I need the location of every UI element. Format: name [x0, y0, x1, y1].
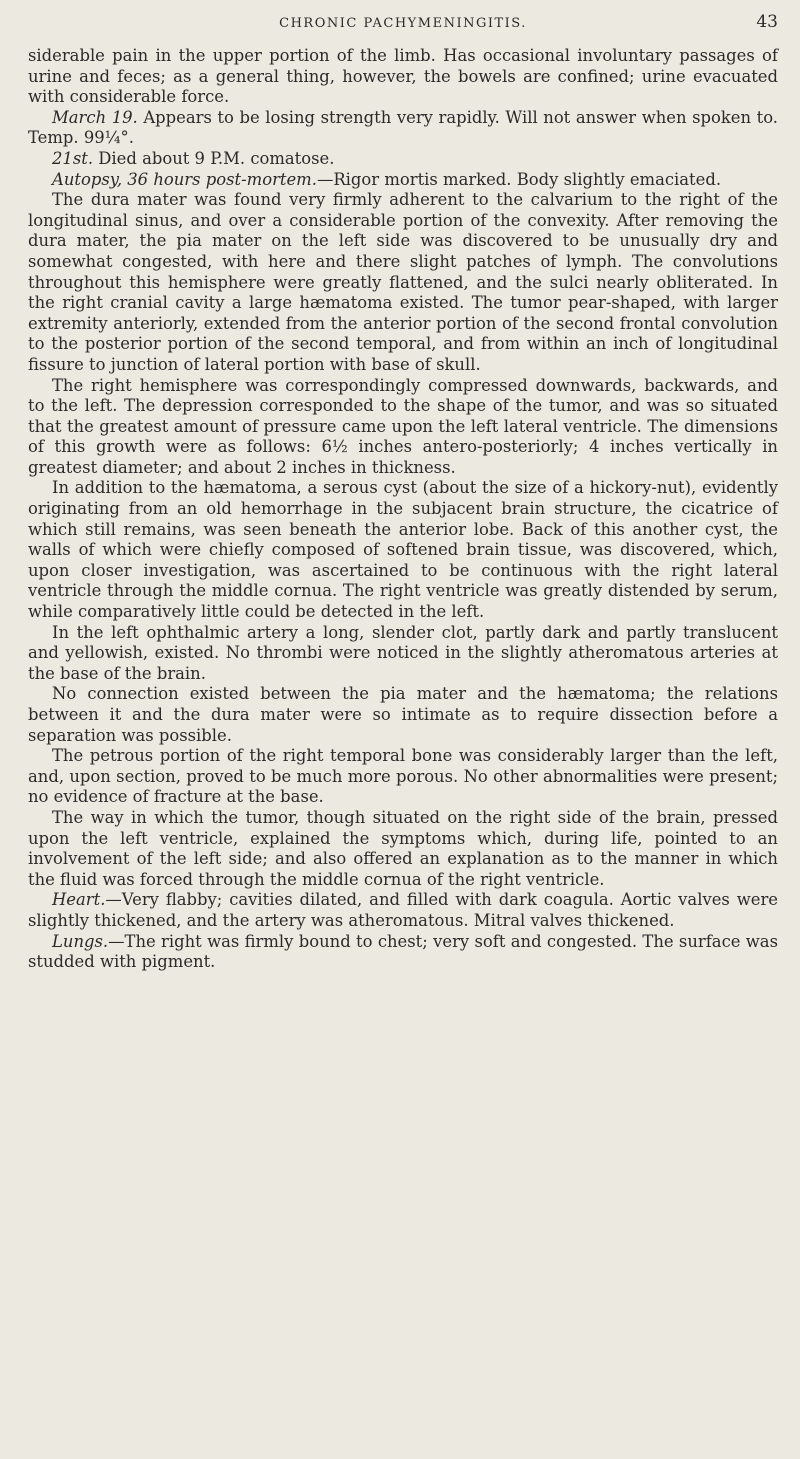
paragraph-text: The dura mater was found very firmly adherent to the calvarium to the right of the longitudinal sinus, and over a considerable portion of the convexity. After removing the dura mater, the pia mater on the left side was discovered to be unusually dry and somewhat congested, with here and there slight patches of lymph. The convolutions throughout this hemisphere were greatly flattened, and the sulci nearly obliterated. In the right cranial cavity a large hæmatoma existed. The tumor pear-shaped, with larger extremity anteriorly, extended from the anterior portion of the second frontal convolution to the posterior portion of the second temporal, and from within an inch of longitudinal fissure to junction of lateral portion with base of skull. — [28, 190, 778, 374]
paragraph — [28, 890, 778, 931]
paragraph — [28, 149, 778, 170]
paragraph — [28, 376, 778, 479]
paragraph-text: In the left ophthalmic artery a long, slender clot, partly dark and partly translucent and yellowish, existed. No thrombi were noticed in the slightly atheromatous arteries at the base of the brain. — [28, 622, 778, 683]
paragraph — [28, 746, 778, 808]
paragraph-text: The way in which the tumor, though situated on the right side of the brain, pressed upon the left ventricle, explained the symptoms which, during life, pointed to an involvement of the left side; and also offered an explanation as to the manner in which the fluid was forced through the middle cornua of the right ventricle. — [28, 807, 778, 889]
paragraph-text: The right hemisphere was correspondingly compressed downwards, backwards, and to the left. The depression corresponded to the shape of the tumor, and was so situated that the greatest amount of pressure came upon the left lateral ventricle. The dimensions of this growth were as follows: 6½ inches antero-posteriorly; 4 inches vertically in greatest diameter; and about 2 inches in thickness. — [28, 375, 778, 477]
paragraph — [28, 932, 778, 973]
paragraph-lead: Autopsy, 36 hours post-mortem. — [52, 169, 317, 189]
paragraph-text: —Rigor mortis marked. Body slightly emaciated. — [316, 169, 722, 189]
paragraph — [28, 108, 778, 149]
paragraph-lead: Lungs. — [52, 931, 109, 951]
running-head: CHRONIC PACHYMENINGITIS. — [279, 16, 527, 31]
paragraph — [28, 623, 778, 685]
paragraph-lead: Heart. — [52, 890, 106, 910]
paragraph-lead: March 19. — [52, 107, 138, 127]
paragraph-text: Died about 9 P.M. comatose. — [93, 148, 335, 168]
body-text — [28, 46, 778, 973]
paragraph — [28, 478, 778, 622]
paragraph-lead: 21st. — [52, 148, 94, 168]
paragraph-text: No connection existed between the pia mater and the hæmatoma; the relations between it and the dura mater were so intimate as to require dissection before a separation was possible. — [28, 684, 778, 745]
paragraph — [28, 190, 778, 375]
paragraph — [28, 46, 778, 108]
paragraph-text: In addition to the hæmatoma, a serous cyst (about the size of a hickory-nut), evidently originating from an old hemorrhage in the subjacent brain structure, the cicatrice of which still remains, was seen beneath the anterior lobe. Back of this another cyst, the walls of which were chiefly composed of softened brain tissue, was discovered, which, upon closer investigation, was ascertained to be continuous with the right lateral ventricle through the middle cornua. The right ventricle was greatly distended by serum, while comparatively little could be detected in the left. — [28, 478, 778, 622]
paragraph-text: The petrous portion of the right temporal bone was considerably larger than the left, and, upon section, proved to be much more porous. No other abnormalities were present; no evidence of fracture at the base. — [28, 746, 778, 807]
paragraph-text: siderable pain in the upper portion of the limb. Has occasional involuntary passages of urine and feces; as a general thing, however, the bowels are confined; urine evacuated with considerable force. — [28, 46, 778, 107]
paragraph-text: Appears to be losing strength very rapidly. Will not answer when spoken to. Temp. 99¼°. — [28, 107, 779, 148]
page-number: 43 — [756, 12, 778, 32]
paragraph — [28, 170, 778, 191]
paragraph — [28, 684, 778, 746]
paragraph — [28, 808, 778, 890]
paragraph-text: —Very flabby; cavities dilated, and filled with dark coagula. Aortic valves were slightly thickened, and the artery was atheromatous. Mitral valves thickened. — [28, 890, 778, 930]
book-page — [28, 10, 778, 973]
page-header — [28, 10, 778, 46]
paragraph-text: —The right was firmly bound to chest; very soft and congested. The surface was studded with pigment. — [28, 931, 778, 972]
